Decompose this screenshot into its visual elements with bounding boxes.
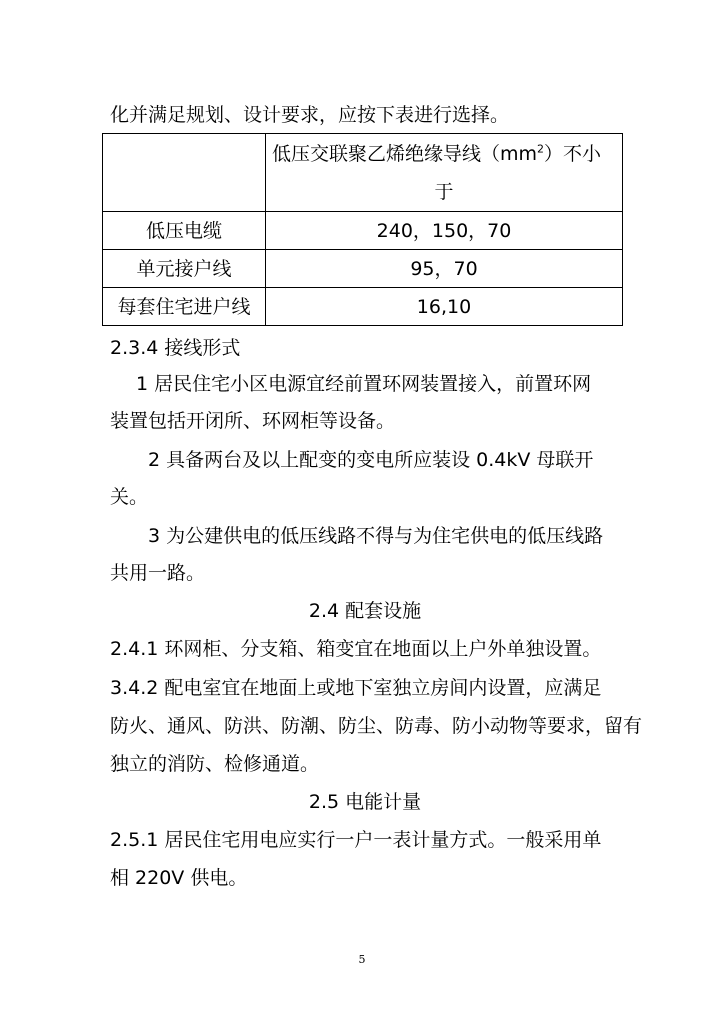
table-row-label: 每套住宅进户线 [103, 288, 266, 326]
table-row-value: 240，150，70 [266, 212, 623, 250]
paragraph-line: 防火、通风、防洪、防潮、防尘、防毒、防小动物等要求，留有 [110, 715, 643, 737]
table-header-row [103, 134, 623, 212]
paragraph-line: 2 具备两台及以上配变的变电所应装设 0.4kV 母联开 [148, 449, 594, 471]
paragraph-line: 1 居民住宅小区电源宜经前置环网装置接入，前置环网 [136, 373, 592, 395]
table-header-blank-cell [103, 134, 266, 212]
table-row-value: 95，70 [266, 250, 623, 288]
table-row-value: 16,10 [266, 288, 623, 326]
conductor-spec-table [102, 133, 623, 326]
paragraph-line: 3.4.2 配电室宜在地面上或地下室独立房间内设置，应满足 [110, 677, 602, 699]
paragraph-line: 2.5.1 居民住宅用电应实行一户一表计量方式。一般采用单 [110, 829, 602, 851]
table-header-superscript: 2 [537, 142, 545, 156]
table-header-text-post: ）不小 [544, 142, 602, 165]
section-heading-2-3-4: 2.3.4 接线形式 [110, 337, 241, 359]
paragraph-line: 关。 [110, 486, 149, 508]
section-heading-2-4: 2.4 配套设施 [308, 600, 422, 622]
page-number: 5 [358, 953, 366, 966]
table-row [103, 212, 623, 250]
paragraph-line: 共用一路。 [110, 562, 206, 584]
table-row [103, 250, 623, 288]
table-header-text-pre: 低压交联聚乙烯绝缘导线（mm [272, 142, 538, 165]
table-header-line1 [272, 135, 616, 173]
paragraph-line: 2.4.1 环网柜、分支箱、箱变宜在地面以上户外单独设置。 [110, 638, 602, 660]
paragraph-line: 相 220V 供电。 [110, 867, 248, 889]
paragraph-line: 独立的消防、检修通道。 [110, 753, 320, 775]
table-row [103, 288, 623, 326]
table-header-cell [266, 134, 623, 212]
table-row-label: 单元接户线 [103, 250, 266, 288]
table-header-line2: 于 [434, 180, 454, 203]
section-heading-2-5: 2.5 电能计量 [308, 791, 422, 813]
intro-line: 化并满足规划、设计要求，应按下表进行选择。 [110, 104, 510, 126]
table-row-label: 低压电缆 [103, 212, 266, 250]
paragraph-line: 3 为公建供电的低压线路不得与为住宅供电的低压线路 [148, 525, 604, 547]
paragraph-line: 装置包括开闭所、环网柜等设备。 [110, 410, 396, 432]
